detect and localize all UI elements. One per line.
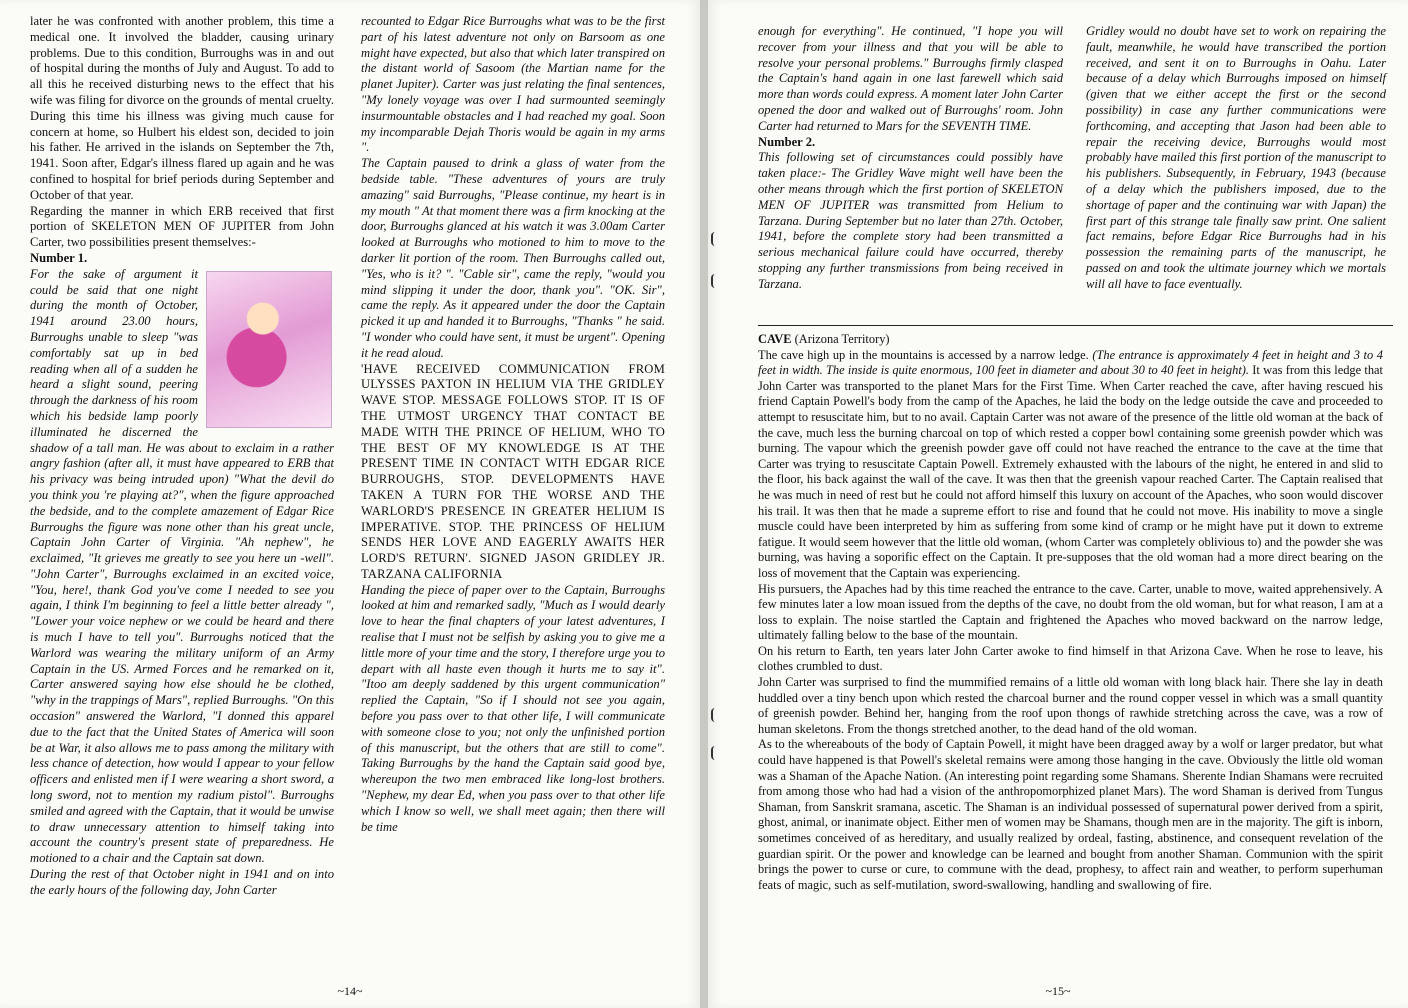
left-page	[0, 0, 700, 1008]
cave-subheading: (Arizona Territory)	[794, 332, 890, 346]
story-paragraph: For the sake of argument it could be said that one night during the month of October, 1941 around 23.00 hours, Burroughs unable to sleep "was comfortably sat up in bed reading when all of a sudden he heard a slight sound, peering through the darkness of his room which his bedside lamp poorly illuminated he discerned the shadow of a tall man. He was about to exclaim in a rather angry fashion (after all, it must have appeared to ERB that his privacy was being intruded upon) "What the devil do you think you 're playing at?", when the figure approached the bedside, and to the complete amazement of Edgar Rice Burroughs the figure was none other than his great uncle, Captain John Carter of Virginia. "Ah nephew", he exclaimed, "It grieves me greatly to see you here un -well". "John Carter", Burroughs exclaimed in an excited voice, "You, here!, thank God you've come I needed to see you again, I think I'm beginning to feel a little better already ", "Lower your voice nephew or we could be heard and there is much I have to tell you". Burroughs noticed that the Warlord was wearing the military uniform of an Army Captain in the US. Armed Forces and he remarked on it, Carter answered saying how else should he be clothed, "why in the trappings of Mars", replied Burroughs. "On this occasion" answered the Warlord, "I donned this apparel due to the fact that the United States of America will soon be at War, it also allows me to pass among the military with less chance of detection, how would I appear to your fellow officers and enlisted men if I were wearing a short sword, a long sword, not to mention my radium pistol". Burroughs smiled and agreed with the Captain, that it would be unwise to draw unnecessary attention to himself taking into account the country's present state of preparedness. He motioned to a chair and the Captain sat down.	[30, 266, 334, 866]
page-number: ~15~	[1045, 984, 1071, 998]
story-paragraph: recounted to Edgar Rice Burroughs what was to be the first part of his latest adventure not only on Barsoom as one might have expected, but also that which later transpired on the distant world of Sasoom (the Martian name for the planet Jupiter). Carter was just relating the final sentences, "My lonely voyage was over I had surmounted seemingly insurmountable obstacles and I had reached my goal. Soon my incomparable Dejah Thoris would be again in my arms ".	[361, 14, 665, 155]
story-paragraph: Handing the piece of paper over to the Captain, Burroughs looked at him and remarked sadly, "Much as I would dearly love to hear the final chapters of your latest adventures, I realise that I must not be selfish by asking you to give me a little more of your time and the story, I therefore urge you to depart with all haste even though it hurts me to say it". "Itoo am deeply saddened by this urgent communication" replied the Captain, "So if I should not see you again, before you pass over to that other life, I will communicate with someone close to you; not only the unfinished portion of this manuscript, but the others that are still to come". Taking Burroughs by the hand the Captain said good bye, whereupon the two men embraced like long-lost brothers. "Nephew, my dear Ed, when you pass over to that other life which I know so well, we shall meet again; then there will be time	[361, 582, 665, 834]
cave-heading: CAVE	[758, 332, 792, 346]
cave-text: It was from this ledge that John Carter was transported to the planet Mars for the First Time. When Carter reached the cave, after having rescued his friend Captain Powell's body from the camp of the Apaches, he laid the body on the ledge outside the cave and proceeded to attempt to resuscitate him, but to no avail. Captain Carter was not aware of the presence of the little old woman at the back of the cave, much less the burning charcoal on top of which rested a copper bowl containing some greenish powder which was burning. The vapour which the greenish powder gave off could not have reached the entrance to the cave at the time that Carter was trying to resuscitate Captain Powell. Extremely exhausted with the labours of the night, he entered in and slid to the floor, his back against the wall of the cave. It was then that the greenish vapour reached Carter. The Captain realised that he was much in need of rest but he could not afford himself this luxury on account of the Apaches, who soon would discover his trail. It was then that he made a supreme effort to rise and found that he could not move. His inability to move a single muscle could have been interpreted by him as suffering from some kind of cramp or he might have put it down to extreme fatigue. It would seem however that the little old woman, (whom Carter was completely oblivious to) and the powder she was burning, was having a soporific effect on the Captain. It pre-supposes that the old woman had a more direct bearing on the loss of movement that the Captain was experiencing.	[758, 363, 1383, 580]
cave-paragraph: As to the whereabouts of the body of Captain Powell, it might have been dragged away by a wolf or larger predator, but what could have happened is that Powell's skeletal remains were among those hanging in the cave. Obviously the little old woman was a Shaman of the Apache Nation. (An interesting point regarding some Shamans. Sherente Indian Shamans were recruited from among those who had had a vision of the anthropomorphized planet Mars). The word Shaman is derived from Tungus Shaman, from Sanskrit sramana, ascetic. The Shaman is an individual possessed of supernatural power derived from a spirit, ghost, animal, or inanimate object. Either men of women may be Shamans, though men are in the majority. The gift is inborn, sometimes conceived of as hereditary, and usually realized by ordeal, fasting, abstinence, and consequent revelation of the guardian spirit. Or the power and knowledge can be learned and bought from another Shaman. Communion with the spirit brings the power to curse or cure, to commune with the dead, prophesy, to affect rain and weather, to perform superhuman feats of magic, such as self-mutilation, sword-swallowing, handling and swallowing of fire.	[758, 737, 1383, 892]
right-page	[708, 0, 1408, 1008]
section-heading-number-1: Number 1.	[30, 250, 88, 265]
cable-message: 'HAVE RECEIVED COMMUNICATION FROM ULYSSES PAXTON IN HELIUM VIA THE GRIDLEY WAVE STOP. MESSAGE FOLLOWS STOP. IT IS OF THE UTMOST URGENCY THAT CONTACT BE MADE WITH THE PRINCE OF HELIUM, WHO TO THE BEST OF MY KNOWLEDGE IS AT THE PRESENT TIME IN CONTACT WITH EDGAR RICE BURROUGHS, STOP. DEVELOPMENTS HAVE TAKEN A TURN FOR THE WORSE AND THE WARLORD'S PRESENCE IN GREATER HELIUM IS IMPERATIVE. STOP. THE PRINCESS OF HELIUM SENDS HER LOVE AND EAGERLY AWAITS HER LORD'S RETURN'. SIGNED JASON GRIDLEY JR. TARZANA CALIFORNIA	[361, 361, 665, 581]
illustration-john-carter	[206, 271, 332, 428]
story-paragraph: This following set of circumstances could possibly have taken place:- The Gridley Wave might well have been the other means through which the first portion of SKELETON MEN OF JUPITER was transmitted from Helium to Tarzana. During September but no later than 27th. October, 1941, before the complete story had been transmitted a serious mechanical failure could have occurred, thereby stopping any further transmissions from being received in Tarzana.	[758, 150, 1063, 291]
cave-paragraph	[758, 348, 1383, 582]
intro-text	[30, 14, 334, 251]
binding-mark	[711, 708, 717, 722]
story-paragraph: Gridley would no doubt have set to work on repairing the fault, meanwhile, he would have transcribed the portion received, and sent it on to Burroughs in Oahu. Later because of a delay which Burroughs imposed on himself (given that we either accept the first or the second possibility) in case any further communications were forthcoming, and accepting that Jason had been able to repair the receiving device, Burroughs would most probably have mailed this first portion of the manuscript to his publishers. Subsequently, in February, 1943 (because of a delay which the publishers imposed, due to the shortage of paper and the continuing war with Japan) the first part of this strange tale finally saw print. One salient fact remains, before Edgar Rice Burroughs had in his possession the remaining parts of the manuscript, he passed on and took the ultimate journey which we mortals will all have to face eventually.	[1086, 24, 1386, 291]
story-paragraph: The Captain paused to drink a glass of water from the bedside table. "These adventures of yours are truly amazing" said Burroughs, "Please continue, my heart is in my mouth " At that moment there was a firm knocking at the door, Burroughs glanced at his watch it was 3.00am Carter looked at Burroughs who motioned to him to move to the darker lit portion of the room. Then Burroughs called out, "Yes, who is it? ". "Cable sir", came the reply, "would you mind slipping it under the door, thank you". "OK. Sir", came the reply. As it appeared under the door the Captain picked it up and handed it to Burroughs, "Thanks " he said. "I wonder who could have sent, it must be urgent". Opening it he read aloud.	[361, 156, 665, 360]
cave-heading-line	[758, 332, 1383, 348]
cave-dimensions: (The entrance is approximately 4 feet in height and 3 to 4 feet in width. The inside is quite enormous, 100 feet in diameter and about 30 to 40 feet in height).	[758, 347, 1383, 378]
cave-paragraph: His pursuers, the Apaches had by this time reached the entrance to the cave. Carter, unable to move, waited apprehensively. A few minutes later a low moan issued from the depths of the cave, no doubt from the old woman, but for what reason, I am at a loss to explain. The noise startled the Captain and frightened the Apaches who moved backward on the narrow ledge, ultimately falling below to the base of the mountain.	[758, 581, 1383, 643]
right-column-2	[1086, 24, 1386, 293]
left-column-1	[30, 14, 334, 899]
intro-paragraph-2: Regarding the manner in which ERB received that first portion of SKELETON MEN OF JUPITER from John Carter, two possibilities present themselves:-	[30, 203, 334, 250]
cave-text: The cave high up in the mountains is accessed by a narrow ledge.	[758, 347, 1089, 362]
cave-section	[758, 332, 1383, 893]
left-column-2	[361, 14, 665, 835]
story-paragraph: enough for everything". He continued, "I hope you will recover from your illness and that you will be able to resolve your personal problems." Burroughs firmly clasped the Captain's hand again in one last farewell which said more than words could express. A moment later John Carter opened the door and walked out of Burroughs' room. John Carter had returned to Mars for the SEVENTH TIME.	[758, 24, 1063, 133]
cave-paragraph: John Carter was surprised to find the mummified remains of a little old woman with long black hair. There she lay in death huddled over a tiny bench upon which rested the charcoal burner and the round copper vessel in which was a small quantity of greenish powder. Behind her, hanging from the roof upon thongs of rawhide stretching across the cave, was a row of human skeletons. From the thongs stretched another, to the dead hand of the old woman.	[758, 675, 1383, 736]
binding-mark	[711, 274, 717, 288]
cave-paragraph: On his return to Earth, ten years later John Carter awoke to find himself in that Arizona Cave. When he rose to leave, his clothes crumbled to dust.	[758, 643, 1383, 674]
binding-mark	[711, 746, 717, 760]
page-gutter	[700, 0, 708, 1008]
binding-mark	[711, 232, 717, 246]
page-number: ~14~	[337, 984, 363, 998]
section-heading-number-2: Number 2.	[758, 134, 816, 149]
story-paragraph: During the rest of that October night in 1941 and on into the early hours of the following day, John Carter	[30, 867, 334, 897]
intro-paragraph-1: later he was confronted with another problem, this time a medical one. It involved the bladder, causing urinary problems. Due to this condition, Burroughs was in and out of hospital during the months of July and August. To add to all this he received disturbing news to the effect that his wife was filing for divorce on the grounds of mental cruelty. During this time his illness was giving much cause for concern at home, so Hulbert his eldest son, decided to join his father. He arrived in the islands on September the 7th, 1941. Soon after, Edgar's illness flared up again and he was confined to hospital for brief periods during September and October of that year.	[30, 14, 334, 202]
section-divider	[758, 325, 1393, 326]
right-column-1	[758, 24, 1063, 293]
